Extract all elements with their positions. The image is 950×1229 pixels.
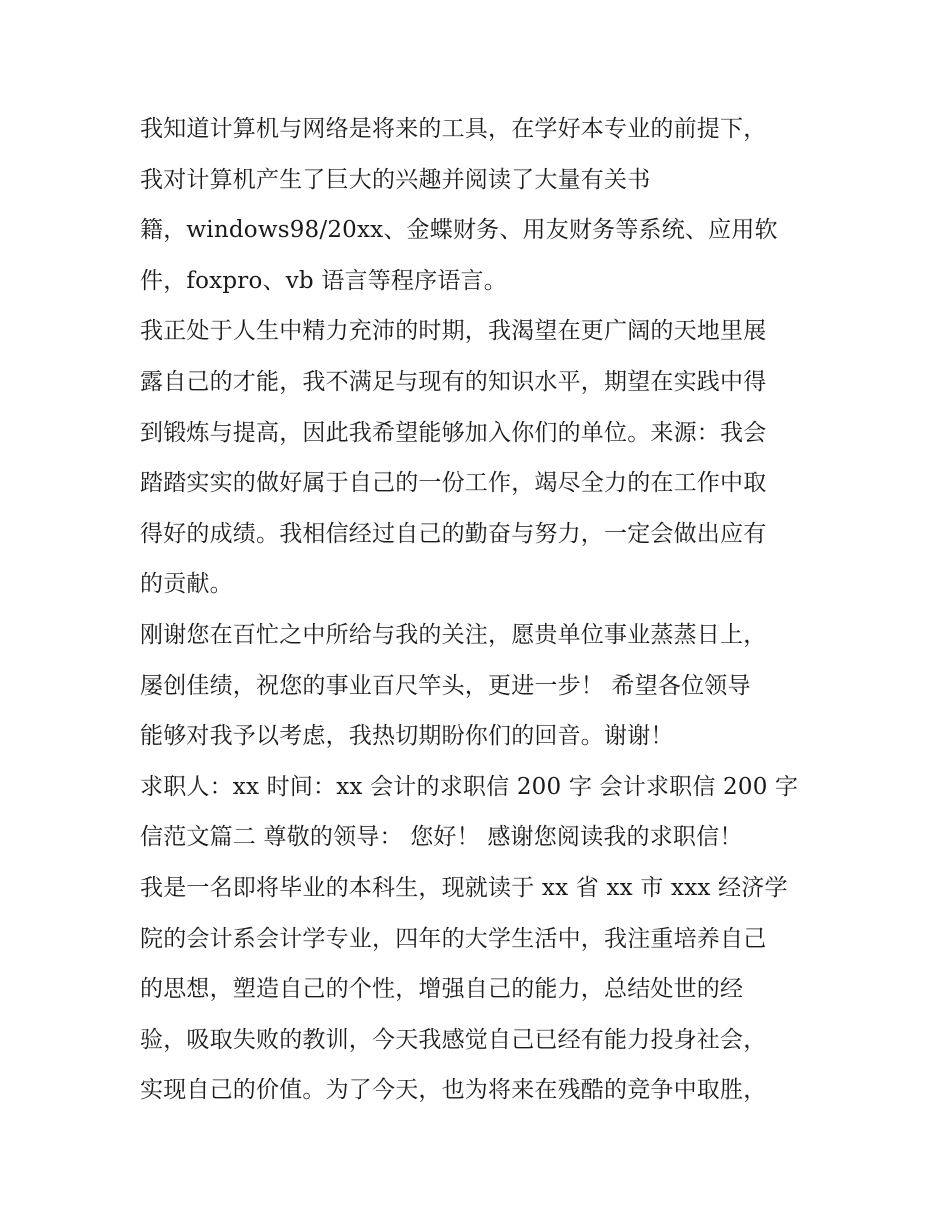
text-line: 能够对我予以考虑，我热切期盼你们的回音。谢谢！ <box>140 723 674 750</box>
text-line: 我对计算机产生了巨大的兴趣并阅读了大量有关书 <box>140 166 651 193</box>
text-line: 我是一名即将毕业的本科生，现就读于 xx 省 xx 市 xxx 经济学 <box>140 874 788 901</box>
document-body <box>140 104 830 1116</box>
text-line: 刚谢您在百忙之中所给与我的关注，愿贵单位事业蒸蒸日上， <box>140 621 767 648</box>
text-line: 到锻炼与提高，因此我希望能够加入你们的单位。来源：我会 <box>140 419 767 446</box>
text-line: 院的会计系会计学专业，四年的大学生活中，我注重培养自己 <box>140 925 767 952</box>
text-line: 求职人：xx 时间：xx 会计的求职信 200 字 会计求职信 200 字 <box>140 773 799 800</box>
text-line: 实现自己的价值。为了今天，也为将来在残酷的竞争中取胜， <box>140 1077 767 1104</box>
text-line: 屡创佳绩，祝您的事业百尺竿头，更进一步！ 希望各位领导 <box>140 672 751 699</box>
text-line: 的贡献。 <box>140 571 233 598</box>
text-line: 我正处于人生中精力充沛的时期，我渴望在更广阔的天地里展 <box>140 318 767 345</box>
text-line: 我知道计算机与网络是将来的工具，在学好本专业的前提下， <box>140 116 767 142</box>
text-line: 得好的成绩。我相信经过自己的勤奋与努力，一定会做出应有 <box>140 520 767 547</box>
text-line: 露自己的才能，我不满足与现有的知识水平，期望在实践中得 <box>140 368 767 395</box>
text-line: 信范文篇二 尊敬的领导： 您好！ 感谢您阅读我的求职信！ <box>140 824 743 851</box>
text-line: 验，吸取失败的教训，今天我感觉自己已经有能力投身社会， <box>140 1026 767 1053</box>
text-line: 件，foxpro、vb 语言等程序语言。 <box>140 267 507 294</box>
text-line: 踏踏实实的做好属于自己的一份工作，竭尽全力的在工作中取 <box>140 470 767 497</box>
text-line: 的思想，塑造自己的个性，增强自己的能力，总结处世的经 <box>140 976 744 1003</box>
text-line: 籍，windows98/20xx、金蝶财务、用友财务等系统、应用软 <box>140 217 778 244</box>
